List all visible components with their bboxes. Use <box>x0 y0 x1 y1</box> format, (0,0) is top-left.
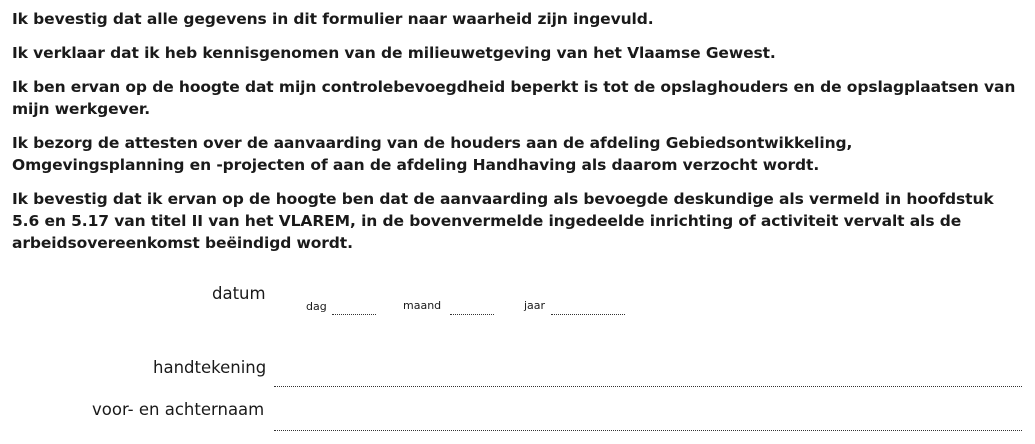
statement-4: Ik bezorg de attesten over de aanvaarding van de houders aan de afdeling Gebiedsontwikkeling, Omgevingsplanning en -projecten of aan de afdeling Handhaving als daarom verzocht wordt. <box>12 134 853 174</box>
declaration-statements <box>12 8 1022 266</box>
statement-5: Ik bevestig dat ik ervan op de hoogte ben dat de aanvaarding als bevoegde deskundige als vermeld in hoofdstuk 5.6 en 5.17 van titel II van het VLAREM, in de bovenvermelde ingedeelde inrichting of activiteit vervalt als de arbeidsovereenkomst beëindigd wordt. <box>12 190 994 252</box>
date-label: datum <box>212 284 266 303</box>
signature-field[interactable] <box>274 386 1022 387</box>
statement-2: Ik verklaar dat ik heb kennisgenomen van de milieuwetgeving van het Vlaamse Gewest. <box>12 44 776 62</box>
year-field[interactable] <box>551 314 625 315</box>
year-label: jaar <box>524 299 546 312</box>
name-label: voor- en achternaam <box>92 400 265 419</box>
signature-label: handtekening <box>153 358 267 377</box>
statement-1: Ik bevestig dat alle gegevens in dit formulier naar waarheid zijn ingevuld. <box>12 10 654 28</box>
day-field[interactable] <box>332 314 376 315</box>
month-field[interactable] <box>450 314 494 315</box>
statement-3: Ik ben ervan op de hoogte dat mijn controlebevoegdheid beperkt is tot de opslaghouders en de opslagplaatsen van mijn werkgever. <box>12 78 1016 118</box>
name-field[interactable] <box>274 430 1022 431</box>
day-label: dag <box>306 300 327 313</box>
month-label: maand <box>403 299 442 312</box>
